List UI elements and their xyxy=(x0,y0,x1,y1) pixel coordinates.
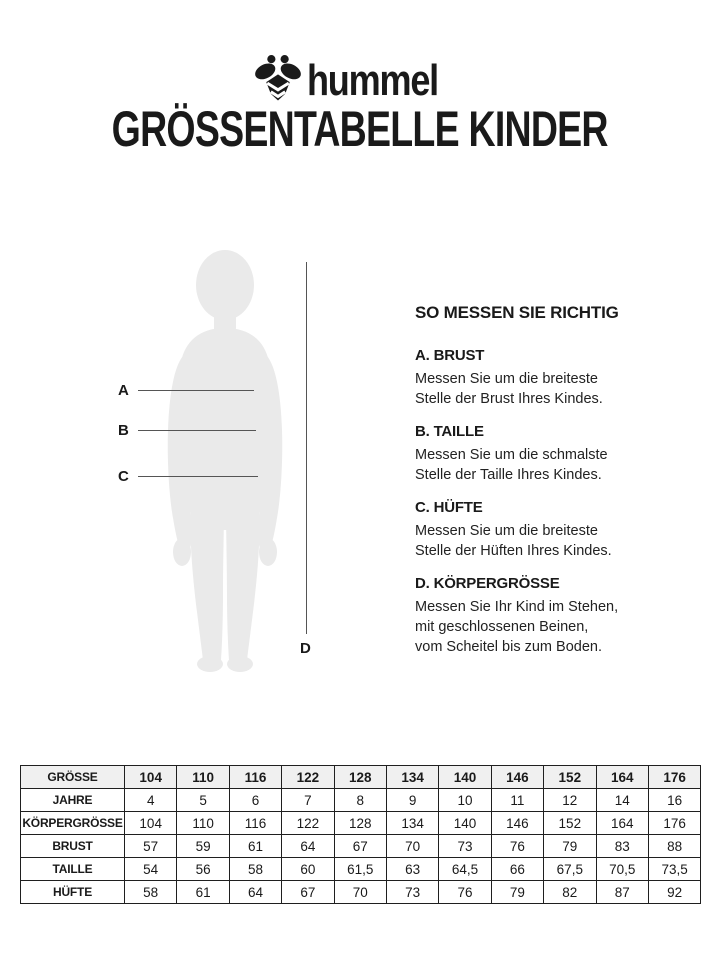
brand-header xyxy=(0,54,720,106)
size-table-cell: 152 xyxy=(544,766,596,789)
size-table-cell: 176 xyxy=(648,766,700,789)
instruction-line: Stelle der Hüften Ihres Kindes. xyxy=(415,543,612,559)
size-table-row-label: KÖRPERGRÖSSE xyxy=(21,812,125,835)
instruction-line: Stelle der Brust Ihres Kindes. xyxy=(415,391,603,407)
instruction-section xyxy=(415,347,655,409)
size-table-cell: 4 xyxy=(125,789,177,812)
instruction-heading: B. TAILLE xyxy=(415,423,484,440)
size-table-row-label: TAILLE xyxy=(21,858,125,881)
size-table-cell: 83 xyxy=(596,835,648,858)
size-table-cell: 73 xyxy=(386,881,438,904)
instructions-title: SO MESSEN SIE RICHTIG xyxy=(415,303,619,322)
size-table-cell: 60 xyxy=(282,858,334,881)
size-table-cell: 76 xyxy=(439,881,491,904)
size-table-cell: 87 xyxy=(596,881,648,904)
instruction-line: mit geschlossenen Beinen, xyxy=(415,619,589,635)
size-table-cell: 7 xyxy=(282,789,334,812)
size-table-cell: 88 xyxy=(648,835,700,858)
size-table-cell: 64,5 xyxy=(439,858,491,881)
child-silhouette xyxy=(160,250,292,674)
size-table-cell: 58 xyxy=(125,881,177,904)
measuring-instructions xyxy=(415,303,655,671)
size-table-row xyxy=(21,789,701,812)
instruction-heading: C. HÜFTE xyxy=(415,499,483,516)
size-table-cell: 63 xyxy=(386,858,438,881)
instruction-heading: D. KÖRPERGRÖSSE xyxy=(415,575,560,592)
size-table-cell: 70 xyxy=(386,835,438,858)
size-table-cell: 104 xyxy=(125,812,177,835)
instruction-section xyxy=(415,499,655,561)
size-table-row-label: GRÖSSE xyxy=(21,766,125,789)
size-table-cell: 6 xyxy=(229,789,281,812)
size-table-cell: 116 xyxy=(229,812,281,835)
size-table-cell: 61 xyxy=(177,881,229,904)
size-table-body xyxy=(21,766,701,904)
size-table-cell: 70 xyxy=(334,881,386,904)
size-table-cell: 128 xyxy=(334,766,386,789)
size-table-row-label: HÜFTE xyxy=(21,881,125,904)
size-table-cell: 164 xyxy=(596,812,648,835)
size-table-cell: 64 xyxy=(282,835,334,858)
size-table-cell: 54 xyxy=(125,858,177,881)
size-table-cell: 11 xyxy=(491,789,543,812)
size-table-cell: 64 xyxy=(229,881,281,904)
size-table xyxy=(20,765,701,904)
measure-label-b: B xyxy=(118,421,129,439)
measure-line-b xyxy=(118,422,256,438)
size-table-header-row xyxy=(21,766,701,789)
size-table-cell: 12 xyxy=(544,789,596,812)
size-table-row xyxy=(21,835,701,858)
size-table-cell: 76 xyxy=(491,835,543,858)
size-table-cell: 140 xyxy=(439,766,491,789)
height-line-d xyxy=(306,262,307,634)
size-table-cell: 5 xyxy=(177,789,229,812)
measure-rule-c xyxy=(138,476,258,477)
size-table-cell: 116 xyxy=(229,766,281,789)
page-title: GRÖSSENTABELLE KINDER xyxy=(111,101,609,157)
size-table-cell: 82 xyxy=(544,881,596,904)
size-table-row xyxy=(21,812,701,835)
instruction-section xyxy=(415,575,655,657)
instruction-heading: A. BRUST xyxy=(415,347,485,364)
instruction-sections xyxy=(415,347,655,657)
size-table-row xyxy=(21,858,701,881)
measure-label-c: C xyxy=(118,467,129,485)
size-table-row-label: JAHRE xyxy=(21,789,125,812)
size-table-cell: 73,5 xyxy=(648,858,700,881)
size-table-cell: 61,5 xyxy=(334,858,386,881)
measure-line-a xyxy=(118,382,254,398)
size-table-cell: 104 xyxy=(125,766,177,789)
size-table-cell: 146 xyxy=(491,766,543,789)
size-table-cell: 134 xyxy=(386,766,438,789)
size-table-cell: 122 xyxy=(282,812,334,835)
measure-line-c xyxy=(118,468,258,484)
size-table-cell: 56 xyxy=(177,858,229,881)
size-table-cell: 140 xyxy=(439,812,491,835)
size-table-cell: 14 xyxy=(596,789,648,812)
size-table-cell: 128 xyxy=(334,812,386,835)
measure-label-d: D xyxy=(300,640,311,657)
instruction-line: vom Scheitel bis zum Boden. xyxy=(415,639,602,655)
size-table-wrap xyxy=(20,765,700,904)
size-table-cell: 57 xyxy=(125,835,177,858)
measure-rule-a xyxy=(138,390,254,391)
size-table-cell: 58 xyxy=(229,858,281,881)
measurement-diagram xyxy=(118,248,328,688)
size-table-cell: 110 xyxy=(177,766,229,789)
page-title-wrap xyxy=(0,101,720,157)
size-table-cell: 66 xyxy=(491,858,543,881)
size-table-cell: 176 xyxy=(648,812,700,835)
size-table-cell: 8 xyxy=(334,789,386,812)
size-table-cell: 67 xyxy=(334,835,386,858)
size-table-cell: 79 xyxy=(491,881,543,904)
size-table-cell: 110 xyxy=(177,812,229,835)
size-table-cell: 59 xyxy=(177,835,229,858)
instruction-line: Messen Sie um die breiteste xyxy=(415,523,598,539)
size-table-cell: 146 xyxy=(491,812,543,835)
instruction-line: Messen Sie Ihr Kind im Stehen, xyxy=(415,599,619,615)
size-table-cell: 122 xyxy=(282,766,334,789)
size-table-cell: 73 xyxy=(439,835,491,858)
size-table-cell: 164 xyxy=(596,766,648,789)
instruction-section xyxy=(415,423,655,485)
measure-rule-b xyxy=(138,430,256,431)
size-table-row-label: BRUST xyxy=(21,835,125,858)
size-table-cell: 10 xyxy=(439,789,491,812)
size-table-cell: 9 xyxy=(386,789,438,812)
size-table-cell: 70,5 xyxy=(596,858,648,881)
size-table-row xyxy=(21,881,701,904)
size-table-cell: 134 xyxy=(386,812,438,835)
size-table-cell: 67,5 xyxy=(544,858,596,881)
size-table-cell: 79 xyxy=(544,835,596,858)
size-table-cell: 67 xyxy=(282,881,334,904)
hummel-logo-text: hummel xyxy=(306,55,438,105)
size-table-cell: 152 xyxy=(544,812,596,835)
instruction-line: Stelle der Taille Ihres Kindes. xyxy=(415,467,602,483)
measure-label-a: A xyxy=(118,381,129,399)
size-table-cell: 61 xyxy=(229,835,281,858)
hummel-logo xyxy=(254,54,467,105)
size-table-cell: 92 xyxy=(648,881,700,904)
hummel-bee-icon xyxy=(254,54,302,101)
instruction-line: Messen Sie um die breiteste xyxy=(415,371,598,387)
size-table-cell: 16 xyxy=(648,789,700,812)
instruction-line: Messen Sie um die schmalste xyxy=(415,447,608,463)
